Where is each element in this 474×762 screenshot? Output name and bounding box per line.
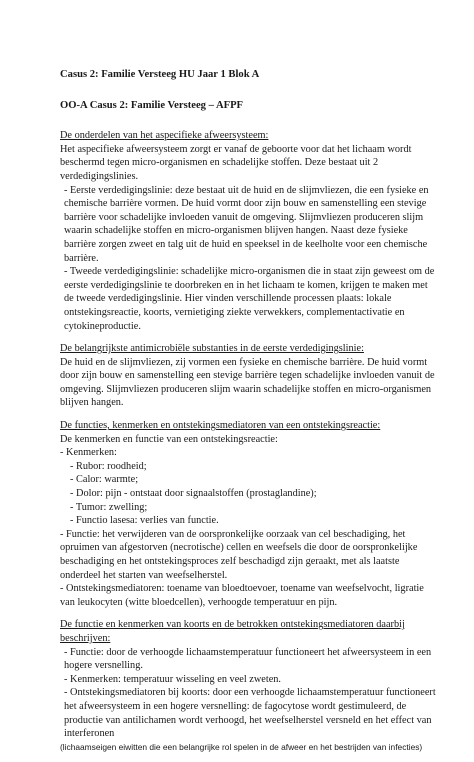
section-heading: De onderdelen van het aspecifieke afweersysteem: [60,130,269,142]
paragraph: De huid en de slijmvliezen, zij vormen een fysieke en chemische barrière. De huid vormt door zijn bouw en samenstelling een stevige barrière tegen schadelijke invloeden vanuit de omgeving. Slijmvliezen produceren slijm waarin schadelijke stoffen en micro-organismen blijven hangen. [60,356,435,409]
section [60,419,438,609]
paragraph: - Calor: warmte; [70,474,139,486]
paragraph: De kenmerken en functie van een ontstekingsreactie: [60,433,278,445]
paragraph: - Dolor: pijn - ontstaat door signaalstoffen (prostaglandine); [70,488,317,500]
section-heading: De functie en kenmerken van koorts en de betrokken ontstekingsmediatoren daarbij beschrijven: [60,619,405,644]
paragraph: Het aspecifieke afweersysteem zorgt er vanaf de geboorte voor dat het lichaam wordt beschermd tegen micro-organismen en schadelijke stoffen. Deze bestaat uit 2 verdedigingslinies. [60,143,412,182]
document-body [60,68,438,762]
paragraph: - Kenmerken: temperatuur wisseling en veel zweten. [64,673,282,685]
paragraph: - Ontstekingsmediatoren bij koorts: door een verhoogde lichaamstemperatuur functioneert het afweersysteem in een hogere versnelling: de fagocytose wordt gestimuleerd, de productie van antilichamen wordt verhoogd, het weefselherstel versneld en het effect van interferonen [64,687,436,740]
paragraph: - Ontstekingsmediatoren: toename van bloedtoevoer, toename van weefselvocht, ligratie van leukocyten (witte bloedcellen), verhoogde temperatuur en pijn. [60,583,424,608]
paragraph: - Functie: door de verhoogde lichaamstemperatuur functioneert het afweersysteem in een hogere versnelling. [64,646,432,672]
paragraph: - Tweede verdedigingslinie: schadelijke micro-organismen die in staat zijn geweest om de eerste verdedigingslinie te doorbreken en in het lichaam te komen, krijgen te maken met de tweede verdedigingslinie. Hier vinden verschillende processen plaats: lokale ontstekingsreactie, koorts, vernietiging ziekte verwekkers, complementactivatie en cytokineproductie. [64,266,435,332]
paragraph: - Functio lasesa: verlies van functie. [70,515,219,527]
document-title: Casus 2: Familie Versteeg HU Jaar 1 Blok A [60,69,260,80]
paragraph: - Eerste verdedigingslinie: deze bestaat uit de huid en de slijmvliezen, die een fysieke en chemische barrière vormen. De huid vormt door zijn bouw en samenstelling een stevige barrière voor schadelijke invloeden vanuit de omgeving. Slijmvliezen produceren slijm waarin schadelijke stoffen en micro-organismen blijven hangen. Naast deze fysieke barrière zorgen zweet en talg uit de huid en speeksel in de keelholte voor een chemische barrière. [64,184,429,264]
document-sections [60,129,438,753]
section [60,618,438,752]
paragraph: - Tumor: zwelling; [70,501,148,513]
section [60,129,438,333]
section [60,342,438,410]
section-heading: De functies, kenmerken en ontstekingsmediatoren van een ontstekingsreactie: [60,420,381,432]
paragraph: - Kenmerken: [60,447,117,459]
paragraph: - Rubor: roodheid; [70,460,147,472]
document-subtitle: OO-A Casus 2: Familie Versteeg – AFPF [60,99,244,111]
note-text: (lichaamseigen eiwitten die een belangrijke rol spelen in de afweer en het bestrijden van infecties) [60,741,423,752]
paragraph: - Functie: het verwijderen van de oorspronkelijke oorzaak van cel beschadiging, het opruimen van afgestorven (necrotische) cellen en weefsels die door de oorspronkelijke beschadiging en het ontstekingsproces zelf beschadigd zijn geraakt, met als laatste onderdeel het starten van weefselherstel. [60,528,418,581]
section-heading: De belangrijkste antimicrobiële substanties in de eerste verdedigingslinie: [60,343,364,355]
